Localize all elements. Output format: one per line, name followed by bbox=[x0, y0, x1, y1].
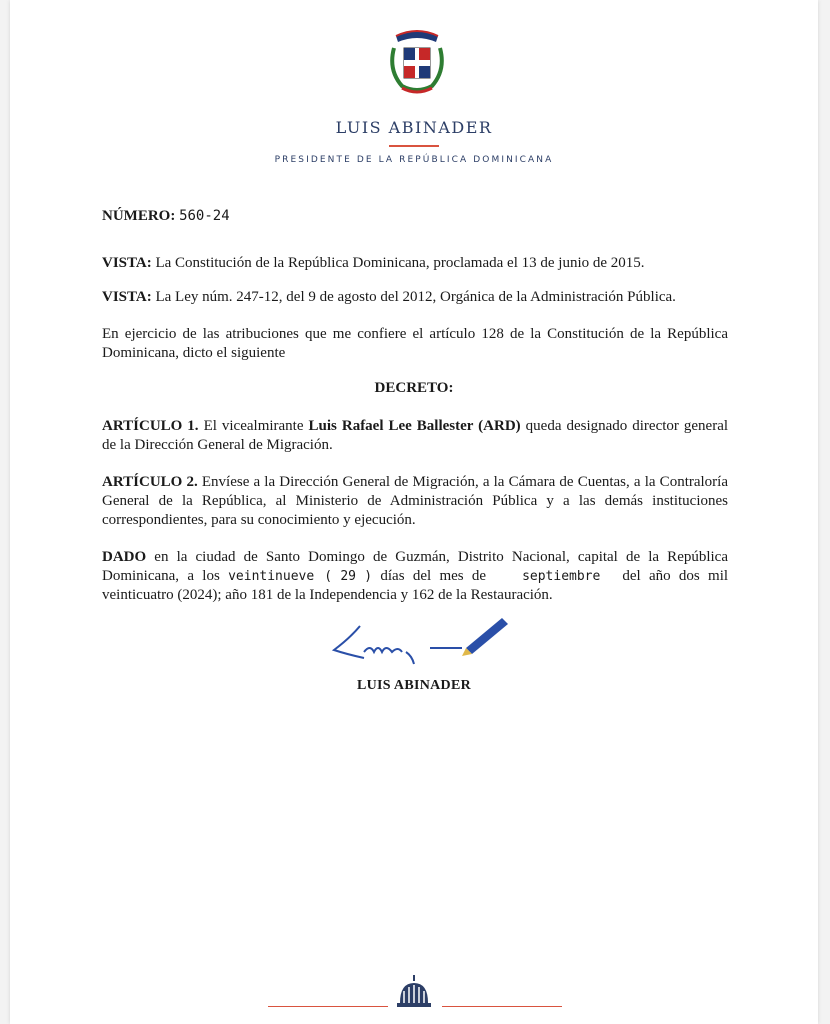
vista-paragraph-2 bbox=[102, 288, 728, 307]
preamble-paragraph: En ejercicio de las atribuciones que me confiere el artículo 128 de la Constitución de la República Dominicana, dicto el siguiente bbox=[102, 326, 728, 361]
given-paragraph bbox=[102, 548, 728, 605]
dome-icon bbox=[394, 973, 434, 1013]
day-open-paren: ( bbox=[324, 569, 333, 584]
vista-text: La Constitución de la República Dominicana, proclamada el 13 de junio de 2015. bbox=[155, 255, 645, 271]
document-page bbox=[10, 0, 818, 1024]
appointee-name: Luis Rafael Lee Ballester (ARD) bbox=[308, 418, 521, 434]
footer-rule-left bbox=[268, 1006, 388, 1007]
day-number: 29 bbox=[340, 569, 356, 584]
name-rule bbox=[389, 145, 439, 147]
decree-heading: DECRETO: bbox=[374, 380, 454, 396]
decree-number bbox=[102, 207, 728, 226]
decree-number-label: NÚMERO: bbox=[102, 208, 176, 224]
article-2-label: ARTÍCULO 2. bbox=[102, 474, 198, 490]
given-post: del año dos mil veinticuatro (2024); año 181 de la Independencia y 162 de la Restauración. bbox=[102, 568, 729, 603]
president-title: PRESIDENTE DE LA REPÚBLICA DOMINICANA bbox=[274, 155, 554, 165]
president-name: LUIS ABINADER bbox=[335, 118, 493, 137]
vista-label: VISTA: bbox=[102, 255, 152, 271]
vista-text: La Ley núm. 247-12, del 9 de agosto del 2012, Orgánica de la Administración Pública. bbox=[155, 289, 676, 305]
article-1-label: ARTÍCULO 1. bbox=[102, 418, 199, 434]
article-1 bbox=[102, 417, 728, 455]
given-label: DADO bbox=[102, 549, 147, 565]
vista-paragraph-1 bbox=[102, 254, 728, 273]
signature-with-pen-icon bbox=[320, 612, 510, 672]
day-close-paren: ) bbox=[364, 569, 373, 584]
article-2-text: Envíese a la Dirección General de Migración, a la Cámara de Cuentas, a la Contraloría General de la República, al Ministerio de Administración Pública y a las demás instituciones correspondientes, para su conocimiento y ejecución. bbox=[102, 474, 728, 528]
day-words: veintinueve bbox=[228, 569, 315, 584]
article-2 bbox=[102, 473, 728, 530]
coat-of-arms-icon bbox=[382, 26, 452, 96]
given-pre: en la ciudad de Santo Domingo de Guzmán, Distrito Nacional, capital de la República Dominicana, a los bbox=[102, 549, 728, 584]
given-mid: días del mes de bbox=[380, 568, 487, 584]
vista-label: VISTA: bbox=[102, 289, 152, 305]
article-1-post: queda designado director general de la Dirección General de Migración. bbox=[102, 418, 729, 453]
footer-rule-right bbox=[442, 1006, 562, 1007]
article-1-pre: El vicealmirante bbox=[203, 418, 304, 434]
decree-number-value: 560-24 bbox=[179, 208, 230, 224]
month: septiembre bbox=[522, 569, 601, 584]
signer-name: LUIS ABINADER bbox=[357, 678, 471, 693]
